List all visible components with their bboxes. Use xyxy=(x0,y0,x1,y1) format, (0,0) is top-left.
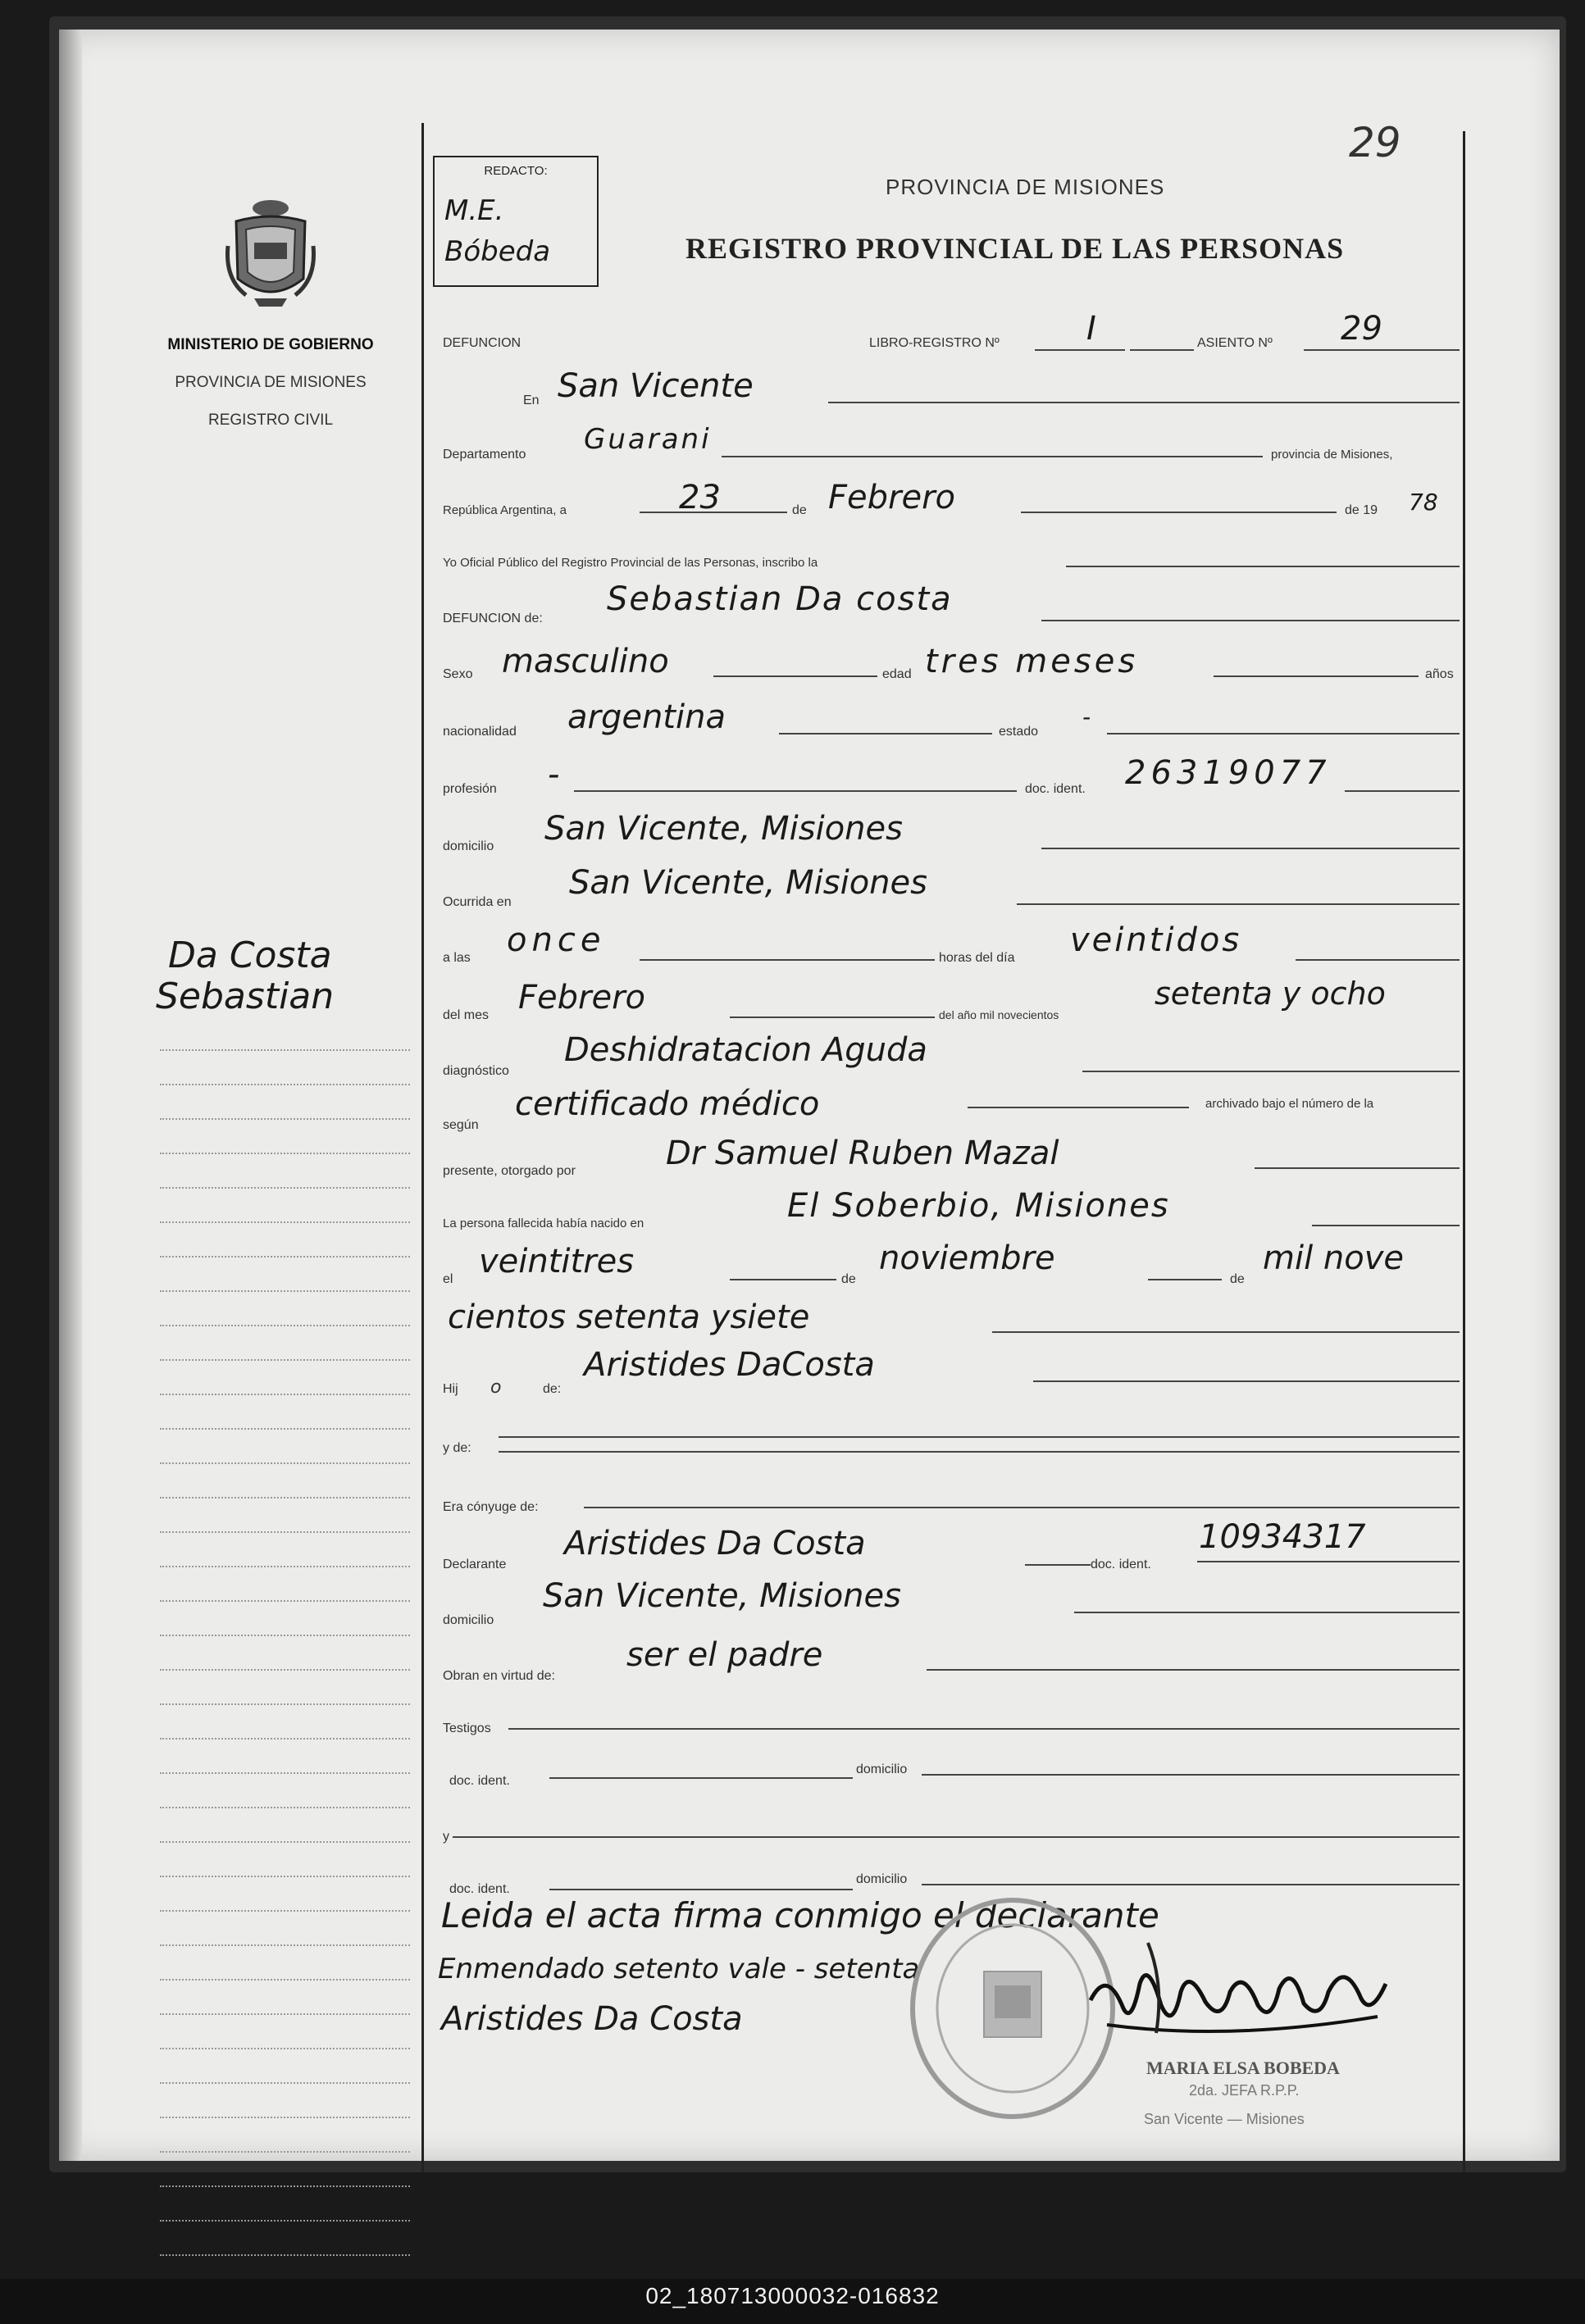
hora-value: once xyxy=(507,921,606,959)
archivado-label: archivado bajo el número de la xyxy=(1205,1097,1374,1111)
fecha-anio-value: 78 xyxy=(1409,489,1438,516)
diagnostico-line xyxy=(1082,1071,1460,1072)
left-column xyxy=(131,197,410,439)
redacto-initials: M.E. xyxy=(444,194,504,227)
image-caption: 02_180713000032-016832 xyxy=(645,2283,940,2308)
diagnostico-label: diagnóstico xyxy=(443,1064,509,1078)
mes-fallec-value: Febrero xyxy=(518,979,645,1016)
hora-line xyxy=(640,959,935,961)
margin-ruled-line xyxy=(160,1290,410,1292)
margin-ruled-line xyxy=(160,1497,410,1499)
profesion-value: - xyxy=(548,756,560,794)
oficial-line xyxy=(1066,566,1460,567)
margin-ruled-line xyxy=(160,1049,410,1051)
margin-ruled-line xyxy=(160,2048,410,2049)
oficial-text: Yo Oficial Público del Registro Provincial de las Personas, inscribo la xyxy=(443,556,818,570)
en-value: San Vicente xyxy=(558,367,754,405)
registry-title: REGISTRO PROVINCIAL DE LAS PERSONAS xyxy=(685,232,1345,265)
domicilio-line xyxy=(1041,848,1460,849)
obran-value: ser el padre xyxy=(626,1636,823,1674)
edad-label: edad xyxy=(882,667,912,681)
margin-ruled-line xyxy=(160,1187,410,1189)
y-de-line xyxy=(499,1436,1460,1438)
profesion-label: profesión xyxy=(443,782,497,796)
margin-ruled-line xyxy=(160,1394,410,1395)
margin-ruled-line xyxy=(160,1807,410,1808)
fecha-19-label: de 19 xyxy=(1345,503,1378,517)
doc-ident-value: 26319077 xyxy=(1125,754,1332,792)
departamento-label: Departamento xyxy=(443,448,526,462)
obran-label: Obran en virtud de: xyxy=(443,1669,555,1683)
sexo-label: Sexo xyxy=(443,667,473,681)
difunto-value: Sebastian Da costa xyxy=(607,580,953,618)
t2-domicilio-line xyxy=(922,1884,1460,1885)
ocurrida-value: San Vicente, Misiones xyxy=(569,864,927,902)
nacionalidad-line xyxy=(779,733,992,734)
nacido-value: El Soberbio, Misiones xyxy=(787,1187,1170,1225)
sexo-line xyxy=(713,675,877,677)
mes-fallec-line xyxy=(730,1016,935,1018)
edad-value: tres meses xyxy=(925,643,1139,680)
profesion-line xyxy=(574,790,1017,792)
departamento-line xyxy=(722,456,1263,457)
nacido-line xyxy=(1312,1225,1460,1226)
horas-label: horas del día xyxy=(939,951,1015,965)
margin-ruled-line xyxy=(160,1118,410,1120)
en-line xyxy=(828,402,1460,403)
folio-number: 29 xyxy=(1349,119,1401,166)
nacionalidad-value: argentina xyxy=(567,698,726,736)
padre-line xyxy=(1033,1380,1460,1382)
margin-ruled-line xyxy=(160,1531,410,1533)
left-margin-rule xyxy=(421,123,424,2172)
doc-ident-label: doc. ident. xyxy=(1025,782,1086,796)
republica-label: República Argentina, a xyxy=(443,503,567,517)
margin-ruled-line xyxy=(160,1910,410,1912)
t2-doc-line xyxy=(549,1889,853,1890)
decl-doc-line xyxy=(1197,1561,1460,1562)
right-margin-rule xyxy=(1463,131,1465,2172)
t-y-line xyxy=(453,1836,1460,1838)
decl-doc-label: doc. ident. xyxy=(1091,1558,1151,1571)
t-domicilio-line xyxy=(922,1774,1460,1776)
obran-line xyxy=(927,1669,1460,1671)
redacto-value xyxy=(444,190,592,272)
t-doc-line xyxy=(549,1777,853,1779)
asiento-value: 29 xyxy=(1341,310,1382,348)
margin-ruled-line xyxy=(160,1876,410,1877)
margin-surname: Da Costa xyxy=(168,935,332,976)
margin-ruled-line xyxy=(160,1738,410,1740)
anio-fallec-value: setenta y ocho xyxy=(1155,976,1386,1012)
asiento-label: ASIENTO Nº xyxy=(1197,336,1273,350)
defuncion-de-label: DEFUNCION de: xyxy=(443,612,543,625)
margin-ruled-line xyxy=(160,1428,410,1430)
redacto-box xyxy=(433,156,599,287)
province-title: PROVINCIA DE MISIONES xyxy=(886,175,1165,199)
decl-domicilio-label: domicilio xyxy=(443,1613,494,1627)
nac-anio-line xyxy=(992,1331,1460,1333)
domicilio-label: domicilio xyxy=(443,839,494,853)
fecha-mes-line xyxy=(1021,512,1337,513)
fecha-de-label: de xyxy=(792,503,807,517)
margin-ruled-line xyxy=(160,1256,410,1258)
testigos-line xyxy=(508,1728,1460,1730)
margin-ruled-line xyxy=(160,1703,410,1705)
el-label: el xyxy=(443,1272,453,1286)
margin-ruled-line xyxy=(160,2151,410,2153)
province-name: PROVINCIA DE MISIONES xyxy=(175,374,367,391)
domicilio-value: San Vicente, Misiones xyxy=(544,810,903,848)
margin-ruled-line xyxy=(160,1566,410,1567)
fecha-dia-line xyxy=(640,512,787,513)
margin-ruled-line xyxy=(160,2117,410,2118)
margin-ruled-line xyxy=(160,2185,410,2187)
edad-line xyxy=(1214,675,1419,677)
signer-title: 2da. JEFA R.P.P. xyxy=(1189,2082,1300,2099)
nacionalidad-label: nacionalidad xyxy=(443,725,517,739)
margin-ruled-line xyxy=(160,1084,410,1085)
registrar-signature-icon xyxy=(1082,1935,1394,2041)
hijo-label: Hij xyxy=(443,1382,458,1396)
padre-value: Aristides DaCosta xyxy=(584,1346,875,1384)
libro-value: I xyxy=(1086,310,1096,348)
certificado-line xyxy=(968,1107,1189,1108)
margin-ruled-line xyxy=(160,1669,410,1671)
medico-value: Dr Samuel Ruben Mazal xyxy=(666,1135,1059,1172)
margin-ruled-line xyxy=(160,1462,410,1464)
hijo-de-label: de: xyxy=(543,1382,562,1396)
office-name: REGISTRO CIVIL xyxy=(207,412,334,429)
nac-dia-line xyxy=(730,1279,836,1280)
nac-de-label: de xyxy=(841,1272,856,1286)
margin-ruled-line xyxy=(160,1325,410,1326)
segun-label: según xyxy=(443,1118,479,1132)
margin-ruled-line xyxy=(160,1772,410,1774)
decl-domicilio-value: San Vicente, Misiones xyxy=(543,1577,901,1615)
margin-ruled-line xyxy=(160,2082,410,2084)
departamento-value: Guarani xyxy=(584,423,712,456)
difunto-line xyxy=(1041,620,1460,621)
ocurrida-line xyxy=(1017,903,1460,905)
nac-mes-value: noviembre xyxy=(879,1239,1055,1277)
nac-de2-label: de xyxy=(1230,1272,1245,1286)
sexo-value: masculino xyxy=(502,643,669,680)
act-type-label: DEFUNCION xyxy=(443,336,522,350)
t-doc-label: doc. ident. xyxy=(449,1774,510,1788)
del-mes-label: del mes xyxy=(443,1008,490,1022)
redacto-surname: Bóbeda xyxy=(444,235,551,268)
margin-ruled-line xyxy=(160,2220,410,2222)
certificado-value: certificado médico xyxy=(515,1085,820,1123)
asiento-line xyxy=(1304,349,1460,351)
libro-label: LIBRO-REGISTRO Nº xyxy=(869,336,1000,350)
margin-given-name: Sebastian xyxy=(156,976,335,1017)
estado-label: estado xyxy=(999,725,1039,739)
spine-shadow xyxy=(59,30,82,2161)
doc-ident-line xyxy=(1345,790,1460,792)
libro-line-2 xyxy=(1130,349,1194,351)
nacido-label: La persona fallecida había nacido en xyxy=(443,1217,644,1230)
ministry-name: MINISTERIO DE GOBIERNO xyxy=(167,336,374,353)
margin-ruled-line xyxy=(160,1841,410,1843)
medico-line xyxy=(1255,1167,1460,1169)
libro-line xyxy=(1035,349,1125,351)
dia-fallec-value: veintidos xyxy=(1070,921,1242,959)
nac-dia-value: veintitres xyxy=(479,1243,635,1280)
decl-domicilio-line xyxy=(1074,1612,1460,1613)
provincia-suffix: provincia de Misiones, xyxy=(1271,448,1393,462)
nac-anio-value-1: mil nove xyxy=(1263,1239,1405,1277)
margin-ruled-line xyxy=(160,1600,410,1602)
declarante-value: Aristides Da Costa xyxy=(564,1525,866,1562)
t-domicilio-label: domicilio xyxy=(856,1762,908,1776)
y-de-label: y de: xyxy=(443,1441,471,1455)
signer-place: San Vicente — Misiones xyxy=(1144,2111,1305,2127)
nac-mes-line xyxy=(1148,1279,1222,1280)
margin-ruled-line xyxy=(160,2254,410,2256)
anio-mil-label: del año mil novecientos xyxy=(939,1008,1059,1021)
dia-fallec-line xyxy=(1296,959,1460,961)
diagnostico-value: Deshidratacion Aguda xyxy=(564,1031,927,1069)
ocurrida-label: Ocurrida en xyxy=(443,895,512,909)
closing-line-2: Enmendado setento vale - setenta xyxy=(438,1953,920,1985)
provincial-emblem-icon xyxy=(221,197,320,312)
y-de-line-2 xyxy=(499,1451,1460,1453)
redacto-label: REDACTO: xyxy=(484,164,548,178)
margin-ruled-line xyxy=(160,1979,410,1981)
t2-doc-label: doc. ident. xyxy=(449,1882,510,1896)
declarant-signature: Aristides Da Costa xyxy=(441,2000,743,2038)
closing-line-1: Leida el acta firma conmigo el declarante xyxy=(441,1895,1159,1935)
signer-name: MARIA ELSA BOBEDA xyxy=(1146,2058,1340,2078)
presente-label: presente, otorgado por xyxy=(443,1164,576,1178)
declarante-line xyxy=(1025,1564,1091,1566)
conyuge-line xyxy=(584,1507,1460,1508)
declarante-label: Declarante xyxy=(443,1558,507,1571)
estado-value: - xyxy=(1082,703,1091,730)
t2-domicilio-label: domicilio xyxy=(856,1872,908,1886)
margin-ruled-line xyxy=(160,1944,410,1946)
conyuge-label: Era cónyuge de: xyxy=(443,1500,539,1514)
t-y-label: y xyxy=(443,1830,449,1844)
nac-anio-value-2: cientos setenta ysiete xyxy=(448,1298,810,1336)
hijo-suffix: o xyxy=(490,1377,502,1398)
a-las-label: a las xyxy=(443,951,471,965)
en-label: En xyxy=(523,393,540,407)
margin-ruled-line xyxy=(160,1635,410,1636)
decl-doc-value: 10934317 xyxy=(1199,1518,1366,1556)
margin-ruled-line xyxy=(160,1359,410,1361)
fecha-mes-value: Febrero xyxy=(828,479,955,516)
fecha-dia-value: 23 xyxy=(679,479,721,516)
margin-ruled-line xyxy=(160,2013,410,2015)
margin-ruled-line xyxy=(160,1221,410,1223)
margin-ruled-line xyxy=(160,1153,410,1154)
anios-label: años xyxy=(1425,667,1454,681)
testigos-label: Testigos xyxy=(443,1721,491,1735)
estado-line xyxy=(1107,733,1460,734)
